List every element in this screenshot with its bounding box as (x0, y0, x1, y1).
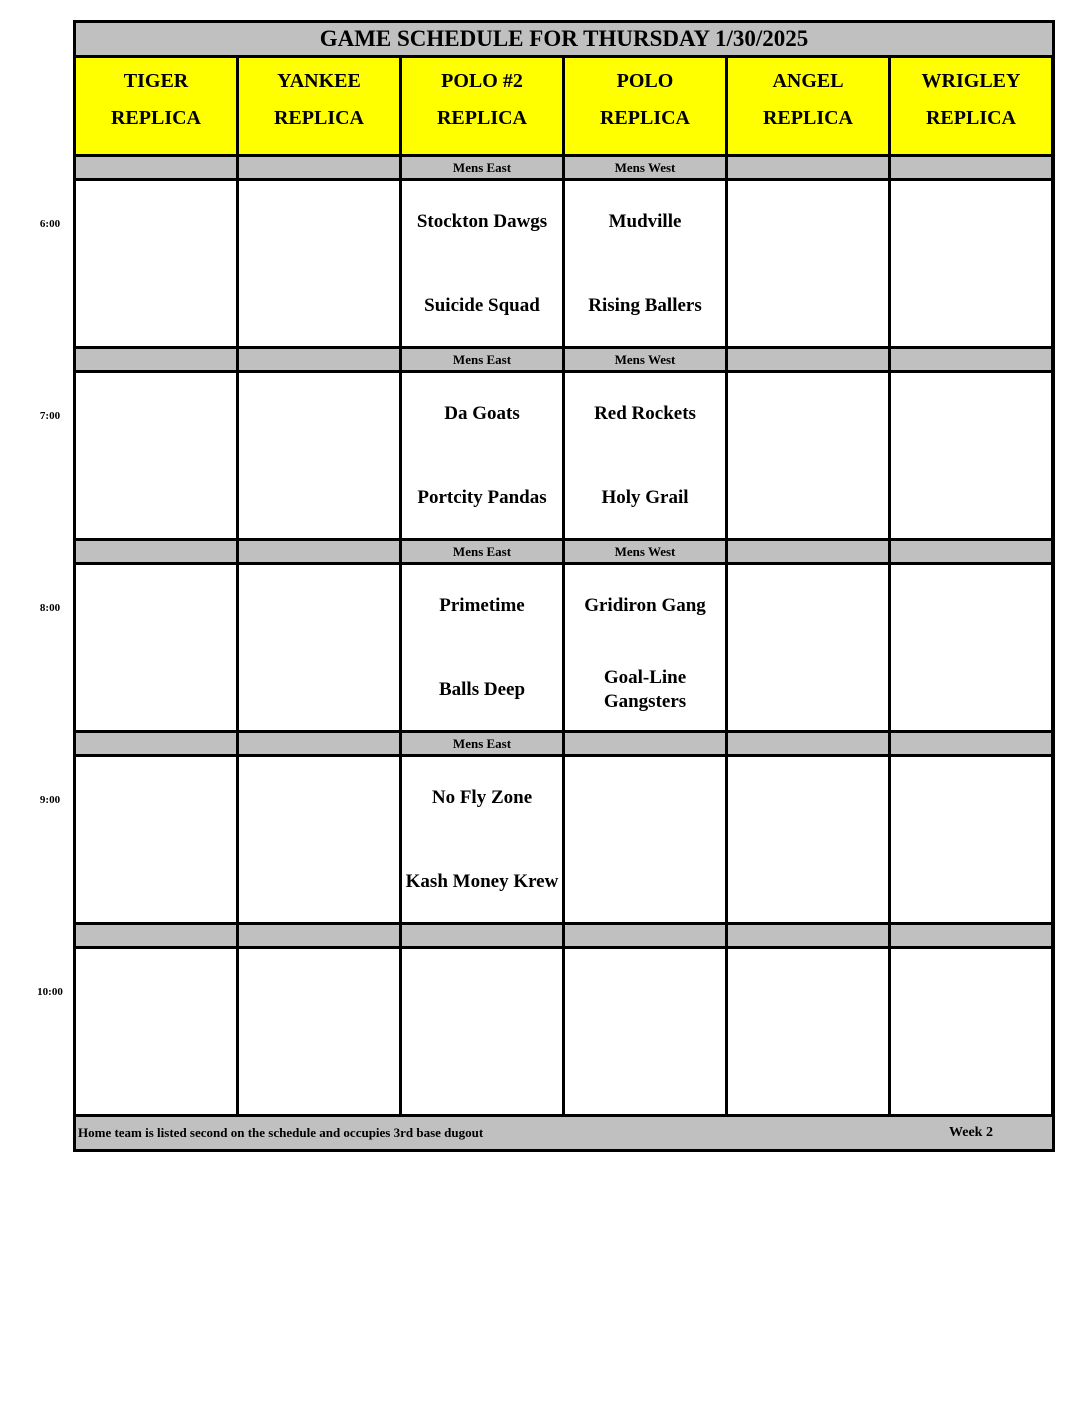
game-cell (239, 757, 399, 922)
field-name: POLO (616, 70, 674, 92)
home-team (241, 852, 397, 912)
time-label: 8:00 (39, 602, 61, 614)
away-team: Da Goats (444, 403, 520, 424)
division-cell (76, 349, 236, 370)
away-team (730, 590, 886, 622)
home-team (893, 276, 1049, 336)
field-name: POLO #2 (441, 70, 523, 92)
division-cell (402, 925, 562, 946)
field-sub: REPLICA (599, 107, 690, 129)
field-name: ANGEL (772, 70, 844, 92)
division-cell (891, 733, 1051, 754)
away-team: Primetime (439, 595, 525, 616)
away-team (893, 974, 1049, 1006)
home-team: Suicide Squad (424, 295, 540, 316)
home-team (730, 660, 886, 720)
away-team (404, 974, 560, 1006)
away-team (78, 974, 234, 1006)
home-team: Balls Deep (438, 679, 526, 700)
away-team (241, 590, 397, 622)
field-sub: REPLICA (273, 107, 364, 129)
time-label: 10:00 (37, 986, 63, 998)
division-cell (239, 349, 399, 370)
game-cell (402, 181, 562, 346)
game-cell (76, 565, 236, 730)
home-team (893, 1044, 1049, 1104)
home-team (78, 1044, 234, 1104)
division-cell (891, 541, 1051, 562)
field-sub: REPLICA (110, 107, 201, 129)
division-cell (239, 733, 399, 754)
home-team-note: Home team is listed second on the schedule and occupies 3rd base dugout (78, 1125, 484, 1140)
division-cell: Mens West (565, 157, 725, 178)
away-team: Gridiron Gang (584, 595, 706, 616)
home-team (893, 660, 1049, 720)
game-cell (728, 373, 888, 538)
division-cell (565, 733, 725, 754)
division-cell (565, 925, 725, 946)
division-cell: Mens East (402, 733, 562, 754)
field-header-3 (402, 58, 562, 154)
division-cell (76, 541, 236, 562)
home-team (241, 468, 397, 528)
game-cell (76, 757, 236, 922)
field-header-1 (76, 58, 236, 154)
field-sub: REPLICA (925, 107, 1016, 129)
away-team (893, 398, 1049, 430)
away-team: Stockton Dawgs (416, 211, 548, 232)
away-team (567, 974, 723, 1006)
division-cell: Mens East (402, 349, 562, 370)
home-team (78, 852, 234, 912)
away-team (893, 590, 1049, 622)
division-cell: Mens West (565, 541, 725, 562)
game-cell (728, 757, 888, 922)
field-name: TIGER (123, 70, 189, 92)
away-team (241, 206, 397, 238)
division-cell (239, 925, 399, 946)
away-team (893, 206, 1049, 238)
away-team (78, 398, 234, 430)
field-name: WRIGLEY (921, 70, 1021, 92)
home-team (78, 276, 234, 336)
home-team (241, 660, 397, 720)
home-team (730, 852, 886, 912)
home-team (567, 852, 723, 912)
away-team (730, 974, 886, 1006)
game-cell (76, 181, 236, 346)
game-cell (402, 949, 562, 1114)
away-team (567, 782, 723, 814)
game-cell (239, 565, 399, 730)
game-cell (891, 373, 1051, 538)
division-cell (76, 157, 236, 178)
game-cell (565, 565, 725, 730)
schedule-table (73, 20, 1055, 1152)
home-team: Kash Money Krew (405, 871, 559, 892)
home-team (567, 1044, 723, 1104)
division-cell (728, 541, 888, 562)
away-team (241, 398, 397, 430)
home-team (730, 1044, 886, 1104)
game-cell (239, 949, 399, 1114)
away-team (730, 782, 886, 814)
home-team (730, 468, 886, 528)
home-team (893, 468, 1049, 528)
division-cell (728, 733, 888, 754)
away-team (241, 974, 397, 1006)
game-cell (565, 949, 725, 1114)
away-team (730, 398, 886, 430)
field-header-5 (728, 58, 888, 154)
game-cell (565, 181, 725, 346)
game-cell (728, 565, 888, 730)
home-team (730, 276, 886, 336)
game-cell (76, 373, 236, 538)
game-cell (402, 565, 562, 730)
home-team (78, 468, 234, 528)
away-team (241, 782, 397, 814)
home-team (404, 1044, 560, 1104)
time-label: 6:00 (39, 218, 61, 230)
division-cell (891, 157, 1051, 178)
field-name: YANKEE (277, 70, 361, 92)
division-cell (728, 925, 888, 946)
division-cell: Mens East (402, 541, 562, 562)
home-team (241, 1044, 397, 1104)
away-team: Mudville (608, 211, 682, 232)
field-header-6 (891, 58, 1051, 154)
division-cell (891, 925, 1051, 946)
time-label: 7:00 (39, 410, 61, 422)
game-cell (891, 757, 1051, 922)
game-cell (239, 373, 399, 538)
field-sub: REPLICA (762, 107, 853, 129)
game-cell (402, 757, 562, 922)
division-cell (76, 925, 236, 946)
away-team (730, 206, 886, 238)
division-cell (76, 733, 236, 754)
game-cell (728, 181, 888, 346)
away-team (78, 206, 234, 238)
game-cell (891, 949, 1051, 1114)
time-label: 9:00 (39, 794, 61, 806)
home-team: Goal-Line Gangsters (603, 667, 687, 712)
schedule-title: GAME SCHEDULE FOR THURSDAY 1/30/2025 (76, 23, 1052, 55)
division-cell (239, 157, 399, 178)
home-team: Portcity Pandas (417, 487, 547, 508)
home-team (893, 852, 1049, 912)
week-label: Week 2 (949, 1125, 993, 1140)
away-team (893, 782, 1049, 814)
division-cell (728, 157, 888, 178)
away-team (78, 782, 234, 814)
game-cell (891, 565, 1051, 730)
field-header-2 (239, 58, 399, 154)
division-cell (239, 541, 399, 562)
home-team (241, 276, 397, 336)
game-cell (891, 181, 1051, 346)
away-team (78, 590, 234, 622)
game-cell (565, 373, 725, 538)
game-cell (565, 757, 725, 922)
game-cell (728, 949, 888, 1114)
field-header-4 (565, 58, 725, 154)
division-cell (891, 349, 1051, 370)
field-sub: REPLICA (436, 107, 527, 129)
schedule-footer (76, 1117, 1052, 1149)
game-cell (76, 949, 236, 1114)
away-team: No Fly Zone (431, 787, 533, 808)
home-team: Rising Ballers (588, 295, 702, 316)
home-team (78, 660, 234, 720)
division-cell: Mens East (402, 157, 562, 178)
away-team: Red Rockets (594, 403, 696, 424)
game-cell (239, 181, 399, 346)
game-cell (402, 373, 562, 538)
home-team: Holy Grail (601, 487, 689, 508)
division-cell (728, 349, 888, 370)
division-cell: Mens West (565, 349, 725, 370)
